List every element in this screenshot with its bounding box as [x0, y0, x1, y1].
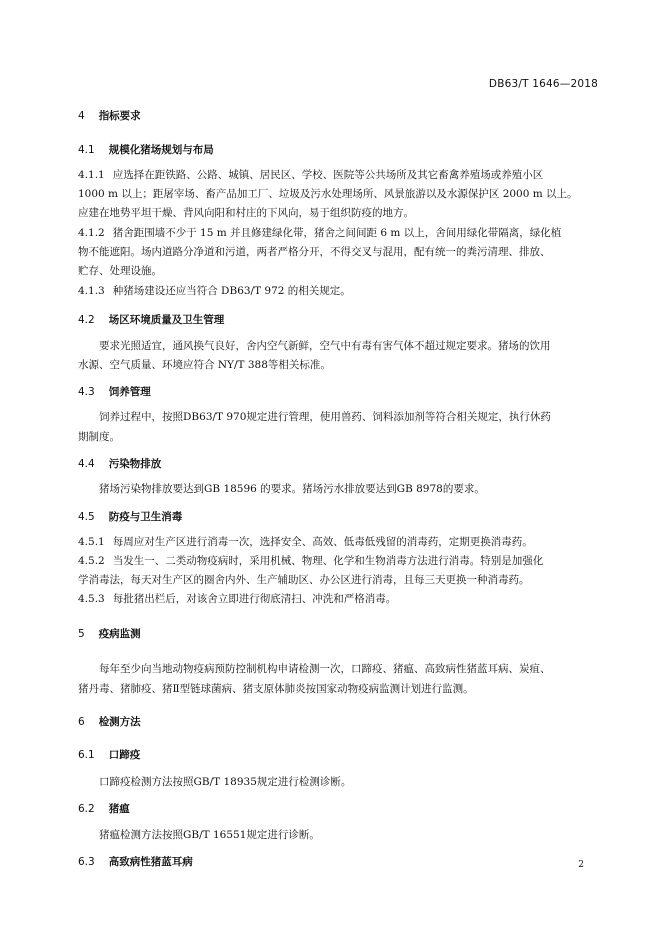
para-4-2-line-2: 水源、空气质量、环境应符合 NY/T 388等相关标准。 — [78, 359, 331, 371]
heading-4: 4 指标要求 — [78, 110, 141, 122]
heading-4-5: 4.5 防疫与卫生消毒 — [78, 511, 183, 523]
heading-4-2: 4.2 场区环境质量及卫生管理 — [78, 314, 225, 326]
para-4-1-2-line-2: 物不能遮阳。场内道路分净道和污道，两者严格分开，不得交叉与混用，配有统一的粪污清理、排放、 — [78, 246, 551, 258]
para-4-5-2-line-1: 4.5.2 当发生一、二类动物疫病时，采用机械、物理、化学和生物消毒方法进行消毒。特别是加强化 — [78, 555, 544, 567]
para-4-1-1-line-2: 1000 m 以上；距屠宰场、畜产品加工厂、垃圾及污水处理场所、风景旅游以及水源保护区 2000 m 以上。 — [78, 188, 578, 200]
para-4-1-3: 4.1.3 种猪场建设还应当符合 DB63/T 972 的相关规定。 — [78, 285, 351, 297]
para-6-1: 口蹄疫检测方法按照GB/T 18935规定进行检测诊断。 — [99, 776, 352, 788]
para-4-5-3: 4.5.3 每批猪出栏后，对该舍立即进行彻底清扫、冲洗和严格消毒。 — [78, 593, 397, 605]
heading-6-3: 6.3 高致病性猪蓝耳病 — [78, 856, 193, 868]
para-4-1-1-line-3: 应建在地势平坦干燥、背风向阳和村庄的下风向，易于组织防疫的地方。 — [78, 207, 414, 219]
heading-6-1: 6.1 口蹄疫 — [78, 749, 141, 761]
para-5-line-2: 猪丹毒、猪肺疫、猪Ⅱ型链球菌病、猪支原体肺炎按国家动物疫病监测计划进行监测。 — [78, 683, 474, 695]
para-4-2-line-1: 要求光照适宜，通风换气良好，舍内空气新鲜，空气中有毒有害气体不超过规定要求。猪场的饮用 — [99, 340, 551, 352]
para-4-1-2-line-3: 贮存、处理设施。 — [78, 265, 162, 277]
para-4-3-line-2: 期制度。 — [78, 431, 120, 443]
heading-6-2: 6.2 猪瘟 — [78, 803, 130, 815]
para-4-4: 猪场污染物排放要达到GB 18596 的要求。猪场污水排放要达到GB 8978的要求。 — [99, 483, 485, 495]
heading-6: 6 检测方法 — [78, 716, 141, 728]
heading-4-3: 4.3 饲养管理 — [78, 386, 151, 398]
para-4-5-1: 4.5.1 每周应对生产区进行消毒一次，选择安全、高效、低毒低残留的消毒药，定期更换消毒药。 — [78, 536, 533, 548]
heading-5: 5 疫病监测 — [78, 628, 141, 640]
heading-4-4: 4.4 污染物排放 — [78, 458, 162, 470]
para-5-line-1: 每年至少向当地动物疫病预防控制机构申请检测一次，口蹄疫、猪瘟、高致病性猪蓝耳病、炭疽、 — [99, 663, 551, 675]
para-4-5-2-line-2: 学消毒法，每天对生产区的圈舍内外、生产辅助区、办公区进行消毒，且每三天更换一种消毒药。 — [78, 574, 530, 586]
para-4-1-1-line-1: 4.1.1 应选择在距铁路、公路、城镇、居民区、学校、医院等公共场所及其它畜禽养殖场或养殖小区 — [78, 169, 544, 181]
para-6-2: 猪瘟检测方法按照GB/T 16551规定进行诊断。 — [99, 829, 320, 841]
heading-4-1: 4.1 规模化猪场规划与布局 — [78, 144, 214, 156]
page-number: 2 — [578, 860, 584, 870]
para-4-1-2-line-1: 4.1.2 猪舍距围墙不少于 15 m 并且修建绿化带，猪舍之间间距 6 m 以上，舍间用绿化带隔离，绿化植 — [78, 227, 562, 239]
para-4-3-line-1: 饲养过程中，按照DB63/T 970规定进行管理，使用兽药、饲料添加剂等符合相关规定，执行休药 — [99, 411, 551, 423]
standard-code: DB63/T 1646—2018 — [488, 78, 598, 90]
